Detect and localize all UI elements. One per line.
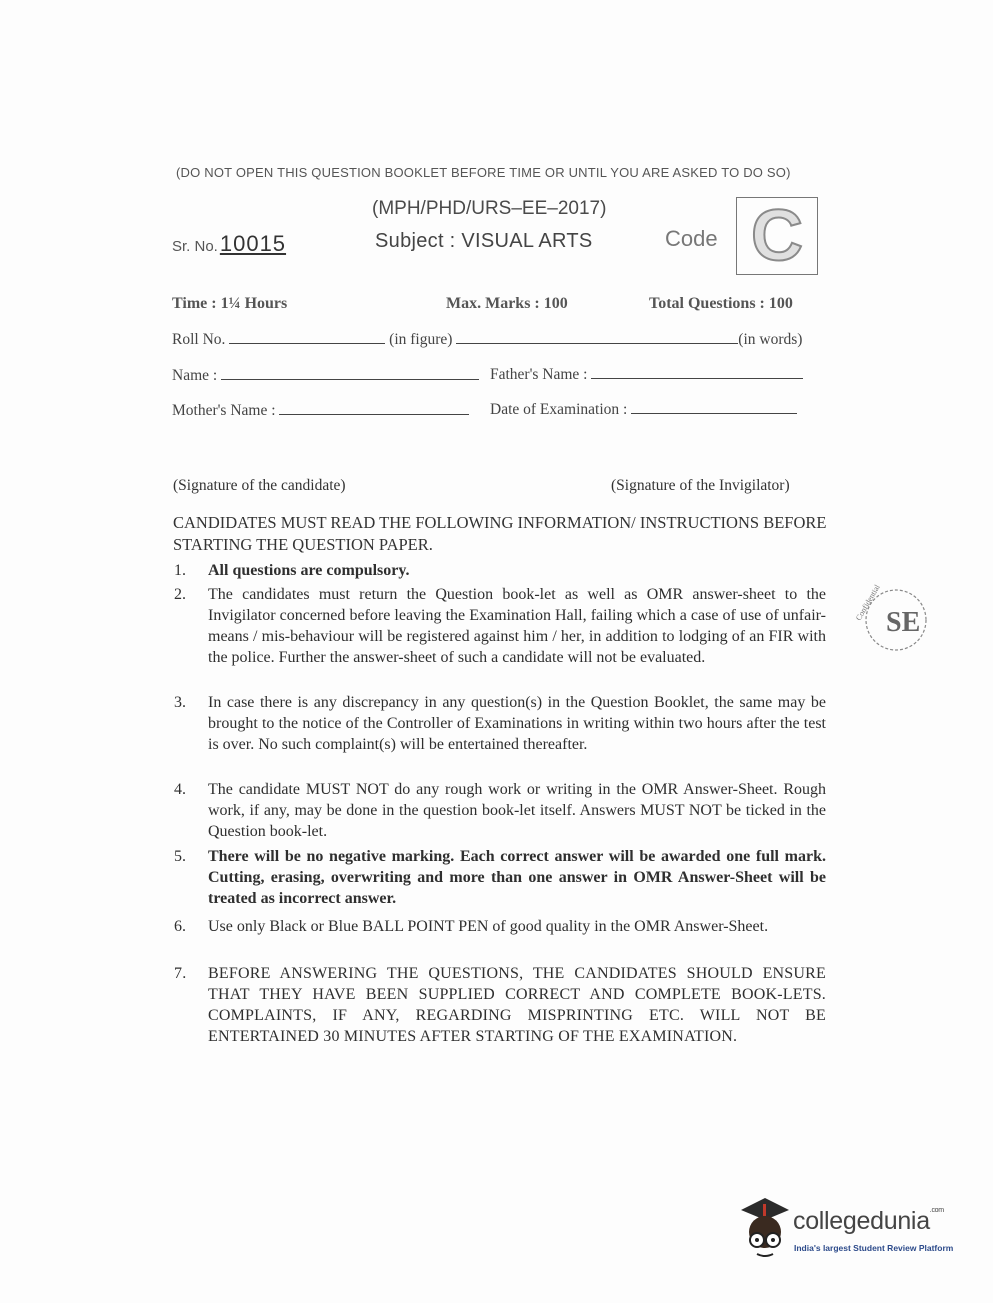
roll-no-label: Roll No. xyxy=(172,331,226,348)
instruction-item: 3. In case there is any discrepancy in any question(s) in the Question Booklet, the same may be brought to the notice of the Controller of Examinations in writing within two hours after the test is over. No such complaint(s) will be entertained thereafter. xyxy=(174,694,826,753)
exam-time: Time : 1¼ Hours xyxy=(172,295,288,312)
in-figure-label: (in figure) xyxy=(389,331,453,348)
father-name-field[interactable] xyxy=(591,366,803,379)
roll-no-words-field[interactable] xyxy=(456,331,738,344)
instruction-item: 4. The candidate MUST NOT do any rough work or writing in the OMR Answer-Sheet. Rough work, if any, may be done in the question book-let itself. Answers MUST NOT be ticked in the Question book-let. xyxy=(174,781,826,840)
serial-number xyxy=(172,231,286,257)
max-marks: Max. Marks : 100 xyxy=(446,295,568,312)
serial-number-label: Sr. No. xyxy=(172,238,218,255)
name-row xyxy=(172,367,479,385)
seal-letters: SE xyxy=(886,607,921,638)
total-questions: Total Questions : 100 xyxy=(649,295,793,312)
instruction-item: 1. All questions are compulsory. xyxy=(174,562,410,579)
name-field[interactable] xyxy=(221,367,479,380)
exam-name: (MPH/PHD/URS–EE–2017) xyxy=(372,198,607,219)
candidate-signature: (Signature of the candidate) xyxy=(173,477,346,494)
mother-name-field[interactable] xyxy=(279,402,469,415)
logo-tagline: India's largest Student Review Platform xyxy=(794,1243,954,1253)
collegedunia-mascot-icon xyxy=(737,1196,793,1260)
exam-date-field[interactable] xyxy=(631,401,797,414)
father-name-row xyxy=(490,366,803,384)
name-label: Name : xyxy=(172,367,218,384)
instructions-heading: CANDIDATES MUST READ THE FOLLOWING INFORMATION/ INSTRUCTIONS BEFORE STARTING THE QUESTION PAPER. xyxy=(173,513,827,554)
exam-date-row xyxy=(490,401,797,419)
exam-date-label: Date of Examination : xyxy=(490,401,628,418)
instruction-item: 7. BEFORE ANSWERING THE QUESTIONS, THE CANDIDATES SHOULD ENSURE THAT THEY HAVE BEEN SUPPLIED CORRECT AND COMPLETE BOOK-LETS. COMPLAINTS, IF ANY, REGARDING MISPRINTING ETC. WILL NOT BE ENTERTAINED 30 MINUTES AFTER STARTING OF THE EXAMINATION. xyxy=(174,965,826,1045)
in-words-label: (in words) xyxy=(738,331,803,348)
instruction-item: 6. Use only Black or Blue BALL POINT PEN of good quality in the OMR Answer-Sheet. xyxy=(174,918,769,935)
code-box xyxy=(736,197,818,275)
invigilator-signature: (Signature of the Invigilator) xyxy=(611,477,790,494)
instruction-item: 2. The candidates must return the Question book-let as well as OMR answer-sheet to the Invigilator concerned before leaving the Examination Hall, failing which a case of use of unfair-means / mis-behaviour will be registered against him / her, in addition to lodging of an FIR with the police. Further the answer-sheet of such a candidate will not be evaluated. xyxy=(174,586,826,666)
subject-title: Subject : VISUAL ARTS xyxy=(375,230,593,252)
roll-no-figure-field[interactable] xyxy=(229,331,385,344)
serial-number-value: 10015 xyxy=(219,231,287,256)
roll-no-row xyxy=(172,331,802,349)
code-letter: C xyxy=(751,196,803,276)
instruction-item: 5. There will be no negative marking. Each correct answer will be awarded one full mark. Cutting, erasing, overwriting and more than one answer in OMR Answer-Sheet will be treated as incorrect answer. xyxy=(174,848,826,907)
father-name-label: Father's Name : xyxy=(490,366,588,383)
code-label: Code xyxy=(665,226,718,251)
collegedunia-logo-text: collegedunia$^{.com}$ xyxy=(793,1207,944,1235)
mother-name-label: Mother's Name : xyxy=(172,402,276,419)
mother-name-row xyxy=(172,402,469,420)
confidential-seal xyxy=(853,565,928,675)
booklet-warning: (DO NOT OPEN THIS QUESTION BOOKLET BEFORE TIME OR UNTIL YOU ARE ASKED TO DO SO) xyxy=(176,165,791,180)
seal-text: Confidential xyxy=(853,583,882,623)
